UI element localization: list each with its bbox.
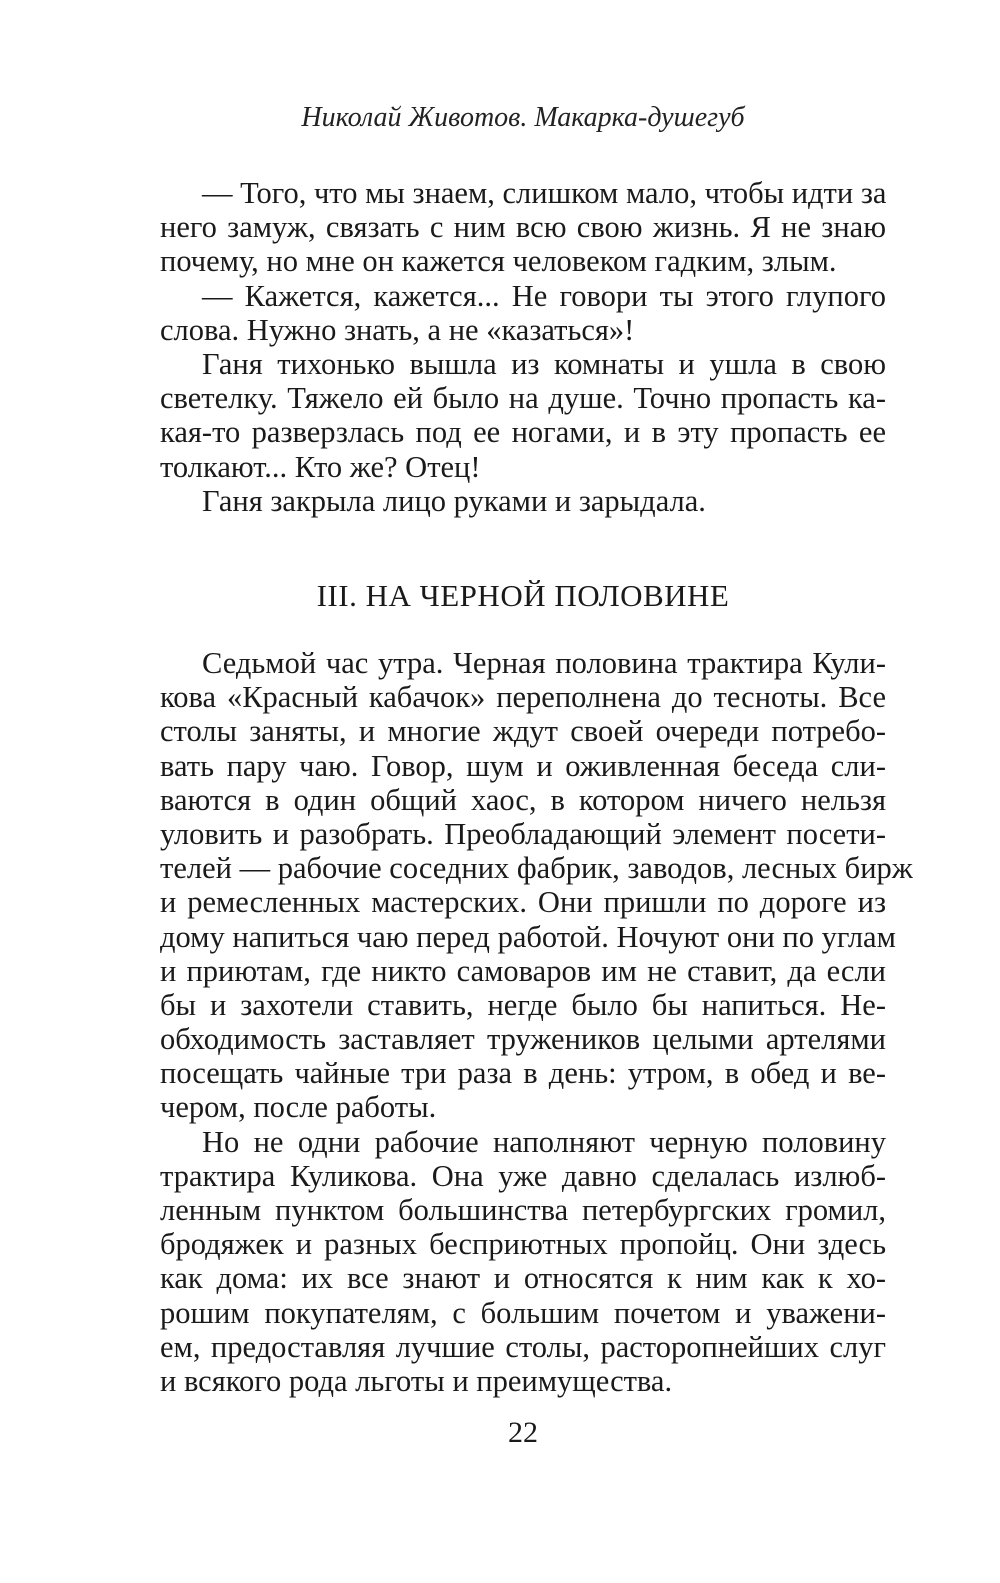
text-line: толкают... Кто же? Отец! [160,449,481,484]
text-line: Ганя тихонько вышла из комнаты и ушла в свою [202,346,886,381]
text-line: и ремесленных мастерских. Они пришли по дороге из [160,885,886,920]
text-line: чером, после работы. [160,1090,437,1125]
text-line: ем, предоставляя лучшие столы, расторопнейших слуг [160,1329,886,1364]
text-line: Седьмой час утра. Черная половина трактира Кули- [202,646,886,680]
text-line: почему, но мне он кажется человеком гадким, злым. [160,244,837,279]
running-head: Николай Животов. Макарка-душегуб [301,102,745,133]
text-line: обходимость заставляет тружеников целыми артелями [160,1022,886,1057]
paragraph [160,1125,886,1399]
text-line: ленным пунктом большинства петербургских громил, [160,1193,886,1227]
text-line: — Кажется, кажется... Не говори ты этого глупого [202,278,886,313]
text-block-chapter [160,646,913,1398]
text-line: Но не одни рабочие наполняют черную половину [202,1124,886,1159]
text-line: рошим покупателям, с большим почетом и уважени- [160,1295,886,1330]
paragraph [160,279,886,347]
text-line: светелку. Тяжело ей было на душе. Точно пропасть ка- [160,381,886,416]
text-line: посещать чайные три раза в день: утром, в обед и ве- [160,1056,886,1091]
text-line: и приютам, где никто самоваров им не ставит, да если [160,953,886,988]
text-line: Ганя закрыла лицо руками и зарыдала. [202,483,706,518]
text-line: него замуж, связать с ним всю свою жизнь. Я не знаю [160,210,886,245]
text-line: столы заняты, и многие ждут своей очереди потребо- [160,714,886,749]
text-line: бы и захотели ставить, негде было бы напиться. Не- [160,987,886,1022]
page-number: 22 [508,1416,538,1449]
text-line: телей — рабочие соседних фабрик, заводов, лесных бирж [160,851,913,886]
paragraph [160,176,886,279]
text-line: ваются в один общий хаос, в котором ничего нельзя [160,782,886,817]
text-block-before-chapter [160,176,886,518]
text-line: слова. Нужно знать, а не «казаться»! [160,312,635,347]
text-line: как дома: их все знают и относятся к ним как к хо- [160,1261,886,1296]
paragraph [160,347,886,484]
text-line: бродяжек и разных бесприютных пропойц. Они здесь [160,1227,886,1262]
paragraph [160,484,886,518]
paragraph [160,646,913,1125]
text-line: кая-то разверзлась под ее ногами, и в эту пропасть ее [160,415,886,450]
text-line: и всякого рода льготы и преимущества. [160,1363,673,1398]
text-line: уловить и разобрать. Преобладающий элемент посети- [160,816,886,851]
text-line: вать пару чаю. Говор, шум и оживленная беседа сли- [160,748,886,783]
text-line: дому напиться чаю перед работой. Ночуют они по углам [160,919,896,954]
text-line: трактира Куликова. Она уже давно сделалась излюб- [160,1158,886,1193]
text-line: кова «Красный кабачок» переполнена до тесноты. Все [160,680,886,715]
chapter-title: III. НА ЧЕРНОЙ ПОЛОВИНЕ [316,578,730,613]
text-line: — Того, что мы знаем, слишком мало, чтобы идти за [202,176,887,210]
